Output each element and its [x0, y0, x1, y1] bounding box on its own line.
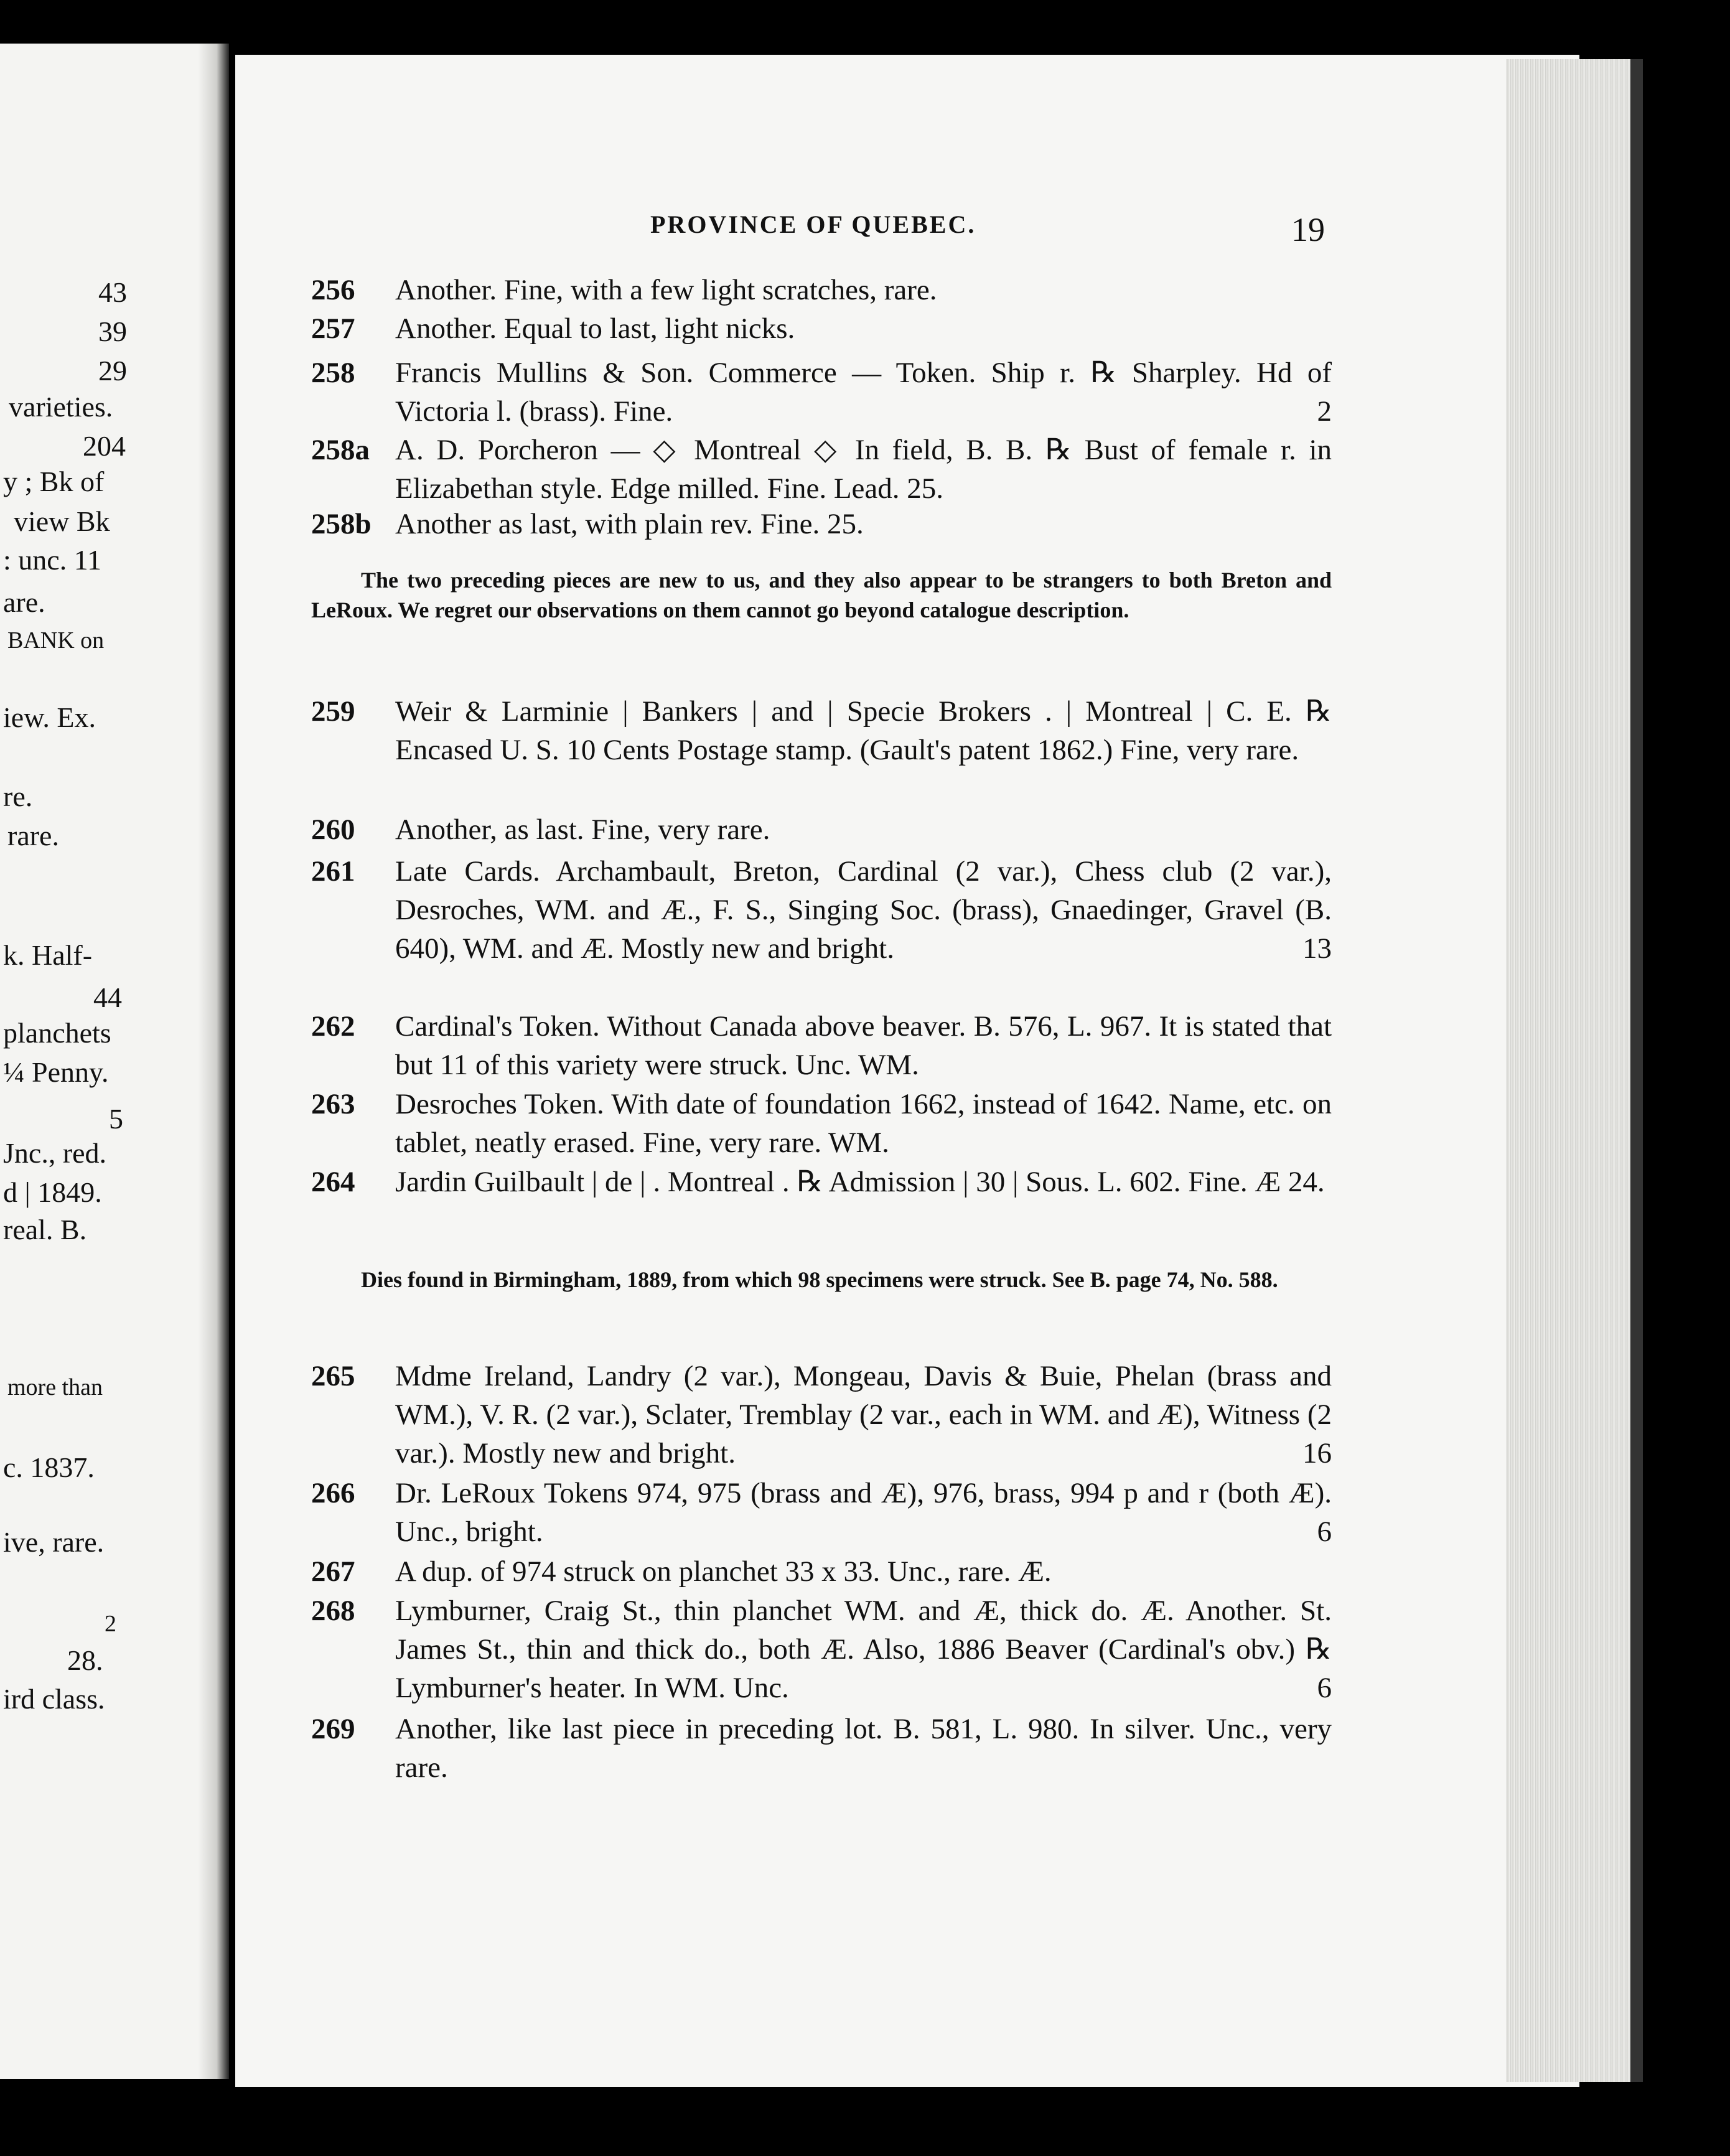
- left-page-fragment: 29: [98, 355, 127, 387]
- left-page-fragment: BANK on: [7, 627, 105, 654]
- lot-description: Dr. LeRoux Tokens 974, 975 (brass and Æ), 976, brass, 994 p and r (both Æ). Unc., bright.: [395, 1477, 1332, 1548]
- left-page-fragment: iew. Ex.: [3, 701, 96, 733]
- lot-description: Cardinal's Token. Without Canada above beaver. B. 576, L. 967. It is stated that but 11 of this variety were struck. Unc. WM.: [395, 1010, 1332, 1081]
- left-page-fragment: c. 1837.: [3, 1451, 95, 1483]
- lot-number: 267: [311, 1555, 355, 1588]
- page-number: 19: [1291, 211, 1325, 248]
- lot-number: 256: [311, 274, 355, 306]
- lot-number: 262: [311, 1010, 355, 1043]
- lot-description: Desroches Token. With date of foundation 1662, instead of 1642. Name, etc. on tablet, neatly erased. Fine, very rare. WM.: [395, 1088, 1332, 1159]
- catalogue-entry: [311, 505, 1332, 543]
- lot-value: 6: [1317, 1516, 1332, 1548]
- left-page-fragment: 43: [98, 276, 127, 308]
- catalogue-entry: [311, 1163, 1332, 1201]
- catalogue-note: The two preceding pieces are new to us, and they also appear to be strangers to both Breton and LeRoux. We regret our observations on them cannot go beyond catalogue description.: [311, 568, 1332, 622]
- left-page-fragment: ive, rare.: [3, 1526, 105, 1558]
- left-page-fragment: planchets: [3, 1017, 111, 1049]
- catalogue-entry: [311, 810, 1332, 849]
- lot-description: Francis Mullins & Son. Commerce — Token. Ship r. ℞ Sharpley. Hd of Victoria l. (brass). Fine.: [395, 357, 1332, 428]
- catalogue-entry: [311, 354, 1332, 431]
- left-page-fragment: 39: [98, 316, 127, 347]
- catalogue-entry: [311, 1085, 1332, 1162]
- left-page-fragment: k. Half-: [3, 939, 93, 971]
- lot-number: 269: [311, 1713, 355, 1745]
- left-page-fragment: 44: [93, 982, 122, 1013]
- catalogue-entry: [311, 1007, 1332, 1084]
- catalogue-entry: [311, 692, 1332, 769]
- lot-value: 2: [1317, 395, 1332, 428]
- left-page-fragment: rare.: [7, 820, 59, 851]
- catalogue-entry: [311, 431, 1332, 508]
- lot-value: 16: [1302, 1437, 1332, 1469]
- book-gutter: [198, 44, 229, 2079]
- lot-number: 266: [311, 1477, 355, 1509]
- catalogue-entry: [311, 1474, 1332, 1551]
- left-page-fragment: 5: [109, 1103, 123, 1135]
- lot-value: 13: [1302, 932, 1332, 965]
- left-page-fragment: are.: [3, 586, 45, 618]
- lot-description: Late Cards. Archambault, Breton, Cardinal (2 var.), Chess club (2 var.), Desroches, WM. and Æ., F. S., Singing Soc. (brass), Gnaedinger, Gravel (B. 640), WM. and Æ. Mostly new and bright.: [395, 855, 1332, 965]
- lot-value: 6: [1317, 1672, 1332, 1704]
- lot-description: Weir & Larminie | Bankers | and | Specie Brokers . | Montreal | C. E. ℞ Encased U. S. 10 Cents Postage stamp. (Gault's patent 1862.) Fine, very rare.: [395, 695, 1332, 766]
- left-page-fragment: re.: [3, 780, 33, 812]
- left-page-fragment: varieties.: [9, 391, 113, 423]
- catalogue-entry: [311, 1357, 1332, 1473]
- left-page-fragment: d | 1849.: [3, 1176, 102, 1208]
- catalogue-entry: [311, 309, 1332, 348]
- left-page-fragment: ird class.: [3, 1683, 105, 1715]
- catalogue-entry: [311, 1552, 1332, 1591]
- lot-description: Lymburner, Craig St., thin planchet WM. and Æ, thick do. Æ. Another. St. James St., thin and thick do., both Æ. Also, 1886 Beaver (Cardinal's obv.) ℞ Lymburner's heater. In WM. Unc.: [395, 1595, 1332, 1704]
- running-head: PROVINCE OF QUEBEC.: [650, 210, 976, 238]
- lot-number: 258b: [311, 508, 372, 540]
- book-spine-shadow: [1630, 59, 1643, 2082]
- left-page-fragment: ¼ Penny.: [3, 1056, 109, 1088]
- catalogue-entry: [311, 1591, 1332, 1707]
- lot-description: Mdme Ireland, Landry (2 var.), Mongeau, Davis & Buie, Phelan (brass and WM.), V. R. (2 var.), Sclater, Tremblay (2 var., each in WM. and Æ), Witness (2 var.). Mostly new and bright.: [395, 1360, 1332, 1469]
- page-edges: [1506, 59, 1630, 2082]
- lot-description: Jardin Guilbault | de | . Montreal . ℞ Admission | 30 | Sous. L. 602. Fine. Æ 24.: [395, 1166, 1325, 1198]
- lot-description: Another. Fine, with a few light scratches, rare.: [395, 274, 937, 306]
- catalogue-entry: [311, 271, 1332, 309]
- lot-number: 268: [311, 1595, 355, 1627]
- lot-number: 264: [311, 1166, 355, 1198]
- lot-number: 259: [311, 695, 355, 728]
- lot-description: Another. Equal to last, light nicks.: [395, 312, 795, 345]
- left-page-fragment: 28.: [67, 1644, 103, 1676]
- left-page-fragment: real. B.: [3, 1214, 87, 1245]
- lot-number: 258: [311, 357, 355, 389]
- lot-description: Another, like last piece in preceding lot. B. 581, L. 980. In silver. Unc., very rare.: [395, 1713, 1332, 1784]
- left-page-fragment: : unc. 11: [3, 544, 101, 576]
- lot-number: 265: [311, 1360, 355, 1392]
- catalogue-entry: [311, 852, 1332, 968]
- lot-description: Another, as last. Fine, very rare.: [395, 813, 770, 846]
- catalogue-note: Dies found in Birmingham, 1889, from which 98 specimens were struck. See B. page 74, No. 588.: [361, 1267, 1278, 1292]
- lot-description: A dup. of 974 struck on planchet 33 x 33. Unc., rare. Æ.: [395, 1555, 1052, 1588]
- lot-number: 261: [311, 855, 355, 888]
- left-page-fragment: y ; Bk of: [3, 466, 105, 497]
- left-page-fragment: Jnc., red.: [3, 1137, 107, 1169]
- lot-number: 257: [311, 312, 355, 345]
- catalogue-entry: [311, 1710, 1332, 1787]
- left-page-fragment: 204: [83, 430, 126, 462]
- lot-number: 258a: [311, 434, 370, 466]
- lot-description: Another as last, with plain rev. Fine. 25.: [395, 508, 864, 540]
- lot-description: A. D. Porcheron — ◇ Montreal ◇ In field, B. B. ℞ Bust of female r. in Elizabethan style. Edge milled. Fine. Lead. 25.: [395, 434, 1332, 505]
- left-page-fragment: view Bk: [14, 505, 110, 537]
- lot-number: 263: [311, 1088, 355, 1120]
- lot-number: 260: [311, 813, 355, 846]
- left-page-fragment: more than: [7, 1374, 103, 1400]
- left-page-fragment: 2: [105, 1611, 116, 1637]
